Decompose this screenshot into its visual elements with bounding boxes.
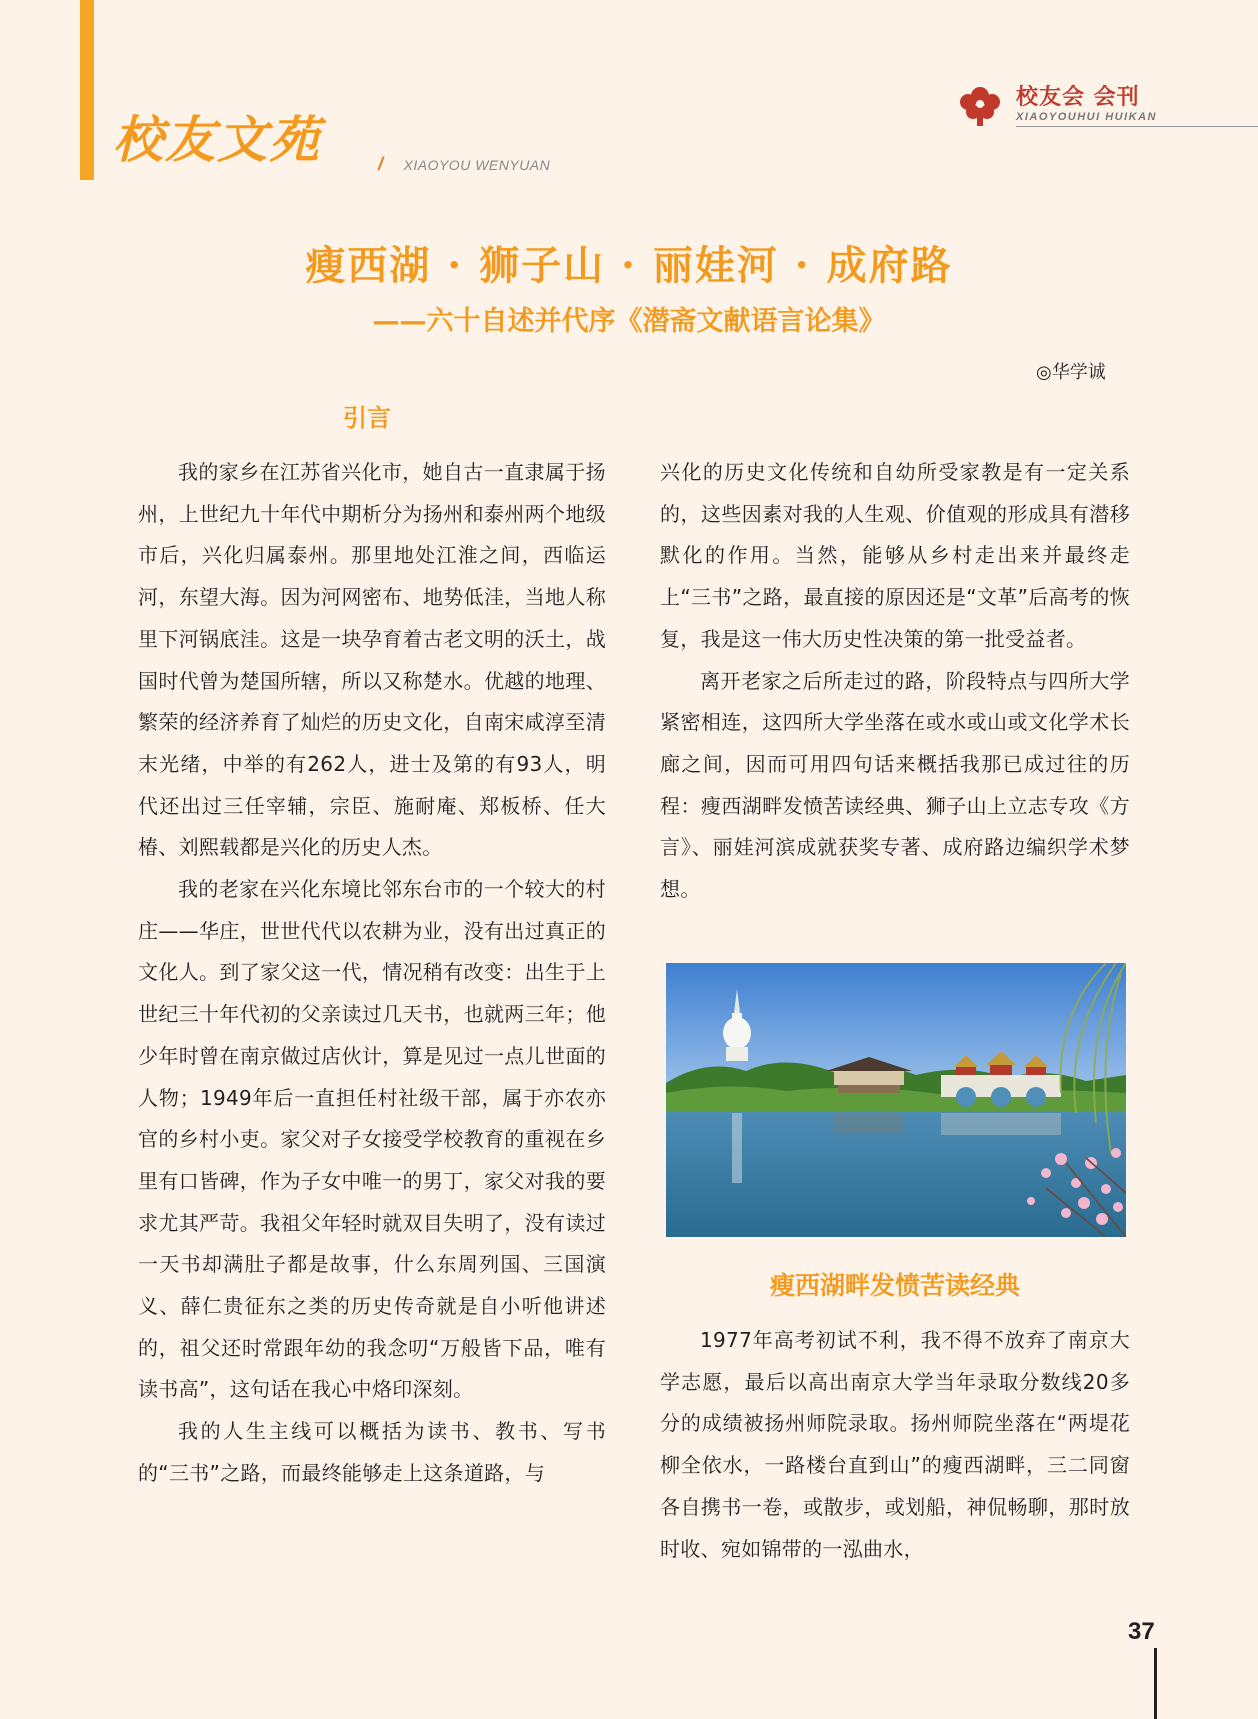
paragraph: 兴化的历史文化传统和自幼所受家教是有一定关系的，这些因素对我的人生观、价值观的形成具有潜移默化的作用。当然，能够从乡村走出来并最终走上“三书”之路，最直接的原因还是“文革”后高考的恢复，我是这一伟大历史性决策的第一批受益者。 <box>660 460 1130 651</box>
page-number: 37 <box>1128 1618 1155 1645</box>
section-accent-bar <box>80 0 94 180</box>
section-title: 校友文苑 <box>113 111 321 169</box>
paragraph: 我的家乡在江苏省兴化市，她自古一直隶属于扬州，上世纪九十年代中期析分为扬州和泰州两个地级市后，兴化归属泰州。那里地处江淮之间，西临运河，东望大海。因为河网密布、地势低洼，当地人称里下河锅底洼。这是一块孕育着古老文明的沃土，战国时代曾为楚国所辖，所以又称楚水。优越的地理、繁荣的经济养育了灿烂的历史文化，自南宋咸淳至清末光绪，中举的有262人，进士及第的有93人，明代还出过三任宰辅，宗臣、施耐庵、郑板桥、任大椿、刘熙载都是兴化的历史人杰。 <box>138 460 606 860</box>
journal-name: 校友会 会刊 <box>1016 85 1140 110</box>
right-column-lower <box>660 1320 1130 1570</box>
paragraph: 1977年高考初试不利，我不得不放弃了南京大学志愿，最后以高出南京大学当年录取分数线20多分的成绩被扬州师院录取。扬州师院坐落在“两堤花柳全依水，一路楼台直到山”的瘦西湖畔，三二同窗各自携书一卷，或散步，或划船，神侃畅聊，那时放时收、宛如锦带的一泓曲水， <box>660 1328 1130 1561</box>
slender-west-lake-photo <box>666 963 1126 1237</box>
school-emblem-icon <box>955 78 1005 128</box>
slash-divider: / <box>378 154 384 174</box>
right-column <box>660 452 1130 911</box>
author-byline: ◎华学诚 <box>1036 362 1106 383</box>
article-subtitle: ——六十自述并代序《潜斋文献语言论集》 <box>372 306 886 337</box>
paragraph: 我的老家在兴化东境比邻东台市的一个较大的村庄——华庄，世世代代以农耕为业，没有出过真正的文化人。到了家父这一代，情况稍有改变：出生于上世纪三十年代初的父亲读过几天书，也就两三年；他少年时曾在南京做过店伙计，算是见过一点儿世面的人物；1949年后一直担任村社级干部，属于亦农亦官的乡村小吏。家父对子女接受学校教育的重视在乡里有口皆碑，作为子女中唯一的男丁，家父对我的要求尤其严苛。我祖父年轻时就双目失明了，没有读过一天书却满肚子都是故事，什么东周列国、三国演义、薛仁贵征东之类的历史传奇就是自小听他讲述的，祖父还时常跟年幼的我念叨“万般皆下品，唯有读书高”，这句话在我心中烙印深刻。 <box>138 877 606 1402</box>
journal-subtitle: XIAOYOUHUI HUIKAN <box>1016 111 1158 123</box>
section-subtitle <box>378 154 550 175</box>
section-heading: 瘦西湖畔发愤苦读经典 <box>769 1271 1020 1300</box>
left-column <box>138 452 606 1495</box>
paragraph: 离开老家之后所走过的路，阶段特点与四所大学紧密相连，这四所大学坐落在或水或山或文化学术长廊之间，因而可用四句话来概括我那已成过往的历程：瘦西湖畔发愤苦读经典、狮子山上立志专攻《方言》、丽娃河滨成就获奖专著、成府路边编织学术梦想。 <box>660 668 1130 902</box>
intro-heading: 引言 <box>343 403 391 432</box>
article-title: 瘦西湖 · 狮子山 · 丽娃河 · 成府路 <box>305 242 953 289</box>
header-divider <box>1016 126 1258 127</box>
paragraph: 我的人生主线可以概括为读书、教书、写书的“三书”之路，而最终能够走上这条道路，与 <box>138 1419 606 1485</box>
page-number-rule <box>1154 1648 1157 1719</box>
section-subtitle-text: XIAOYOU WENYUAN <box>403 157 551 173</box>
